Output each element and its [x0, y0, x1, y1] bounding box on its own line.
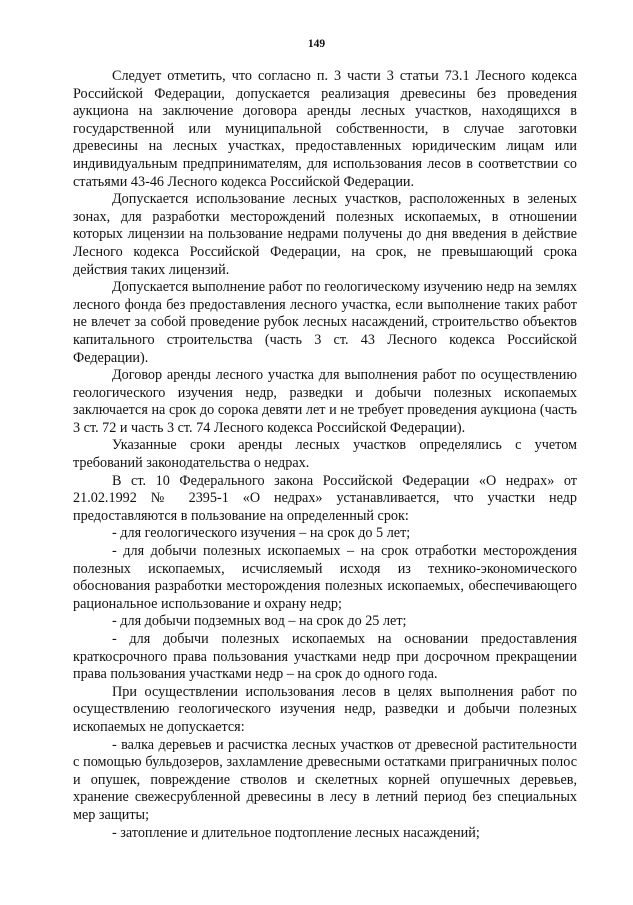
page-number: 149 — [307, 38, 326, 50]
paragraph-lease-agreement: Договор аренды лесного участка для выполнения работ по осуществлению геологического изучения недр, разведки и добычи полезных ископаемых заключается на срок до сорока девяти лет и не требует проведения аукциона (часть 3 ст. 72 и часть 3 ст. 74 Лесного кодекса Российской Федерации). — [73, 367, 577, 436]
list-item-geological-study: - для геологического изучения – на срок до 5 лет; — [112, 525, 411, 542]
list-item-felling-bulldozers: - валка деревьев и расчистка лесных участков от древесной растительности с помощью бульдозеров, захламление древесными остатками приграничных полос и опушек, повреждение стволов и скелетных корней опушечных деревьев, хранение свежесрубленной древесины в лесу в летний период без специальных мер защиты; — [73, 736, 577, 823]
paragraph-green-zones: Допускается использование лесных участков, расположенных в зеленых зонах, для разработки месторождений полезных ископаемых, в отношении которых лицензии на пользование недрами получены до дня введения в действие Лесного кодекса Российской Федерации, на срок, не превышающий срока действия таких лицензий. — [73, 191, 577, 278]
paragraph-geological-works: Допускается выполнение работ по геологическому изучению недр на землях лесного фонда без предоставления лесного участка, если выполнение таких работ не влечет за собой проведение рубок лесных насаждений, строительство объектов капитального строительства (часть 3 ст. 43 Лесного кодекса Российской Федерации). — [73, 279, 577, 366]
list-item-mineral-extraction: - для добычи полезных ископаемых – на срок отработки месторождения полезных ископаемых, исчисляемый исходя из технико-экономического обоснования разработки месторождения полезных ископаемых, обеспечивающего рациональное использование и охрану недр; — [73, 543, 577, 612]
paragraph-timber-sale: Следует отметить, что согласно п. 3 части 3 статьи 73.1 Лесного кодекса Российской Федерации, допускается реализация древесины без проведения аукциона на заключение договора аренды лесных участков, находящихся в государственной или муниципальной собственности, в случае заготовки древесины на лесных участках, предоставленных юридическим лицам или индивидуальным предпринимателям, для использования лесов в соответствии со статьями 43-46 Лесного кодекса Российской Федерации. — [73, 68, 577, 190]
list-item-groundwater: - для добычи подземных вод – на срок до 25 лет; — [112, 613, 407, 630]
paragraph-subsoil-law: В ст. 10 Федерального закона Российской Федерации «О недрах» от 21.02.1992 № 2395-1 «О недрах» устанавливается, что участки недр предоставляются в пользование на определенный срок: — [73, 472, 577, 524]
body-text — [73, 68, 577, 842]
list-item-flooding: - затопление и длительное подтопление лесных насаждений; — [112, 824, 480, 841]
paragraph-prohibitions-intro: При осуществлении использования лесов в целях выполнения работ по осуществлению геологического изучения недр, разведки и добычи полезных ископаемых не допускается: — [73, 683, 577, 735]
paragraph-lease-terms: Указанные сроки аренды лесных участков определялись с учетом требований законодательства о недрах. — [73, 437, 577, 472]
list-item-short-term-right: - для добычи полезных ископаемых на основании предоставления краткосрочного права пользования участками недр при досрочном прекращении права пользования участками недр – на срок до одного года. — [73, 631, 577, 683]
